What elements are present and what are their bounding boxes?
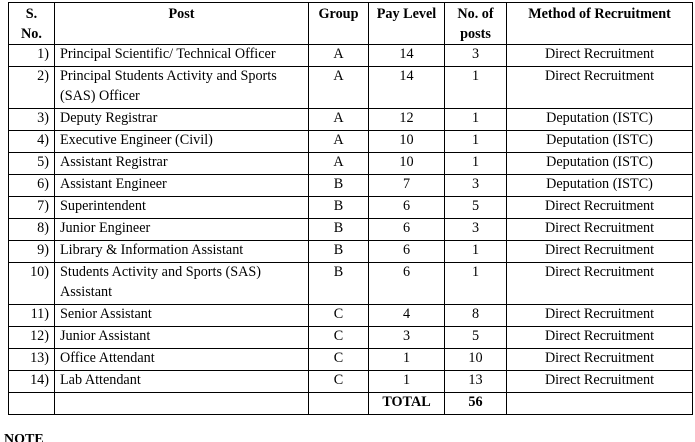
row-no-of-posts: 1 (445, 241, 507, 263)
note-heading: NOTE (4, 433, 44, 442)
row-sno: 4) (9, 131, 55, 153)
row-pay-level: 1 (369, 349, 445, 371)
row-post: Principal Scientific/ Technical Officer (55, 45, 309, 67)
row-post: Principal Students Activity and Sports (SAS) Officer (55, 67, 309, 109)
row-group: C (309, 371, 369, 393)
table-row (9, 175, 693, 197)
row-method: Direct Recruitment (507, 349, 693, 371)
row-group: A (309, 131, 369, 153)
table-row (9, 153, 693, 175)
row-no-of-posts: 3 (445, 219, 507, 241)
row-method: Direct Recruitment (507, 197, 693, 219)
row-pay-level: 3 (369, 327, 445, 349)
empty-cell (55, 393, 309, 415)
row-method: Deputation (ISTC) (507, 175, 693, 197)
row-pay-level: 14 (369, 67, 445, 109)
row-group: A (309, 153, 369, 175)
row-no-of-posts: 3 (445, 175, 507, 197)
total-value: 56 (445, 393, 507, 415)
row-pay-level: 6 (369, 241, 445, 263)
row-method: Direct Recruitment (507, 305, 693, 327)
row-pay-level: 1 (369, 371, 445, 393)
table-row (9, 349, 693, 371)
row-no-of-posts: 1 (445, 131, 507, 153)
header-no-of-posts: No. of posts (445, 3, 507, 45)
row-no-of-posts: 5 (445, 327, 507, 349)
row-pay-level: 12 (369, 109, 445, 131)
row-post: Lab Attendant (55, 371, 309, 393)
row-sno: 12) (9, 327, 55, 349)
table-row (9, 67, 693, 109)
row-method: Direct Recruitment (507, 327, 693, 349)
row-no-of-posts: 13 (445, 371, 507, 393)
row-method: Deputation (ISTC) (507, 153, 693, 175)
row-method: Deputation (ISTC) (507, 109, 693, 131)
row-no-of-posts: 10 (445, 349, 507, 371)
table-row (9, 241, 693, 263)
row-no-of-posts: 1 (445, 109, 507, 131)
row-group: C (309, 305, 369, 327)
row-pay-level: 10 (369, 153, 445, 175)
table-row (9, 219, 693, 241)
row-group: A (309, 109, 369, 131)
row-sno: 10) (9, 263, 55, 305)
header-post: Post (55, 3, 309, 45)
row-post: Students Activity and Sports (SAS) Assistant (55, 263, 309, 305)
row-post: Junior Assistant (55, 327, 309, 349)
row-sno: 5) (9, 153, 55, 175)
row-pay-level: 6 (369, 263, 445, 305)
table-row (9, 45, 693, 67)
row-sno: 6) (9, 175, 55, 197)
row-post: Superintendent (55, 197, 309, 219)
row-method: Direct Recruitment (507, 45, 693, 67)
row-pay-level: 6 (369, 219, 445, 241)
row-group: B (309, 175, 369, 197)
empty-cell (507, 393, 693, 415)
row-group: C (309, 327, 369, 349)
row-method: Direct Recruitment (507, 67, 693, 109)
row-no-of-posts: 8 (445, 305, 507, 327)
row-method: Direct Recruitment (507, 263, 693, 305)
header-sno: S. No. (9, 3, 55, 45)
row-sno: 14) (9, 371, 55, 393)
row-pay-level: 6 (369, 197, 445, 219)
row-post: Senior Assistant (55, 305, 309, 327)
row-sno: 9) (9, 241, 55, 263)
row-no-of-posts: 1 (445, 263, 507, 305)
row-post: Deputy Registrar (55, 109, 309, 131)
row-group: C (309, 349, 369, 371)
header-pay-level: Pay Level (369, 3, 445, 45)
row-pay-level: 7 (369, 175, 445, 197)
row-no-of-posts: 3 (445, 45, 507, 67)
row-sno: 1) (9, 45, 55, 67)
row-method: Deputation (ISTC) (507, 131, 693, 153)
row-post: Assistant Registrar (55, 153, 309, 175)
row-pay-level: 10 (369, 131, 445, 153)
total-label: TOTAL (369, 393, 445, 415)
empty-cell (309, 393, 369, 415)
table-row (9, 371, 693, 393)
table-row (9, 263, 693, 305)
row-sno: 8) (9, 219, 55, 241)
row-post: Library & Information Assistant (55, 241, 309, 263)
row-sno: 3) (9, 109, 55, 131)
table-row (9, 109, 693, 131)
row-no-of-posts: 1 (445, 153, 507, 175)
row-pay-level: 14 (369, 45, 445, 67)
row-group: A (309, 45, 369, 67)
empty-cell (9, 393, 55, 415)
row-group: B (309, 197, 369, 219)
header-method: Method of Recruitment (507, 3, 693, 45)
row-no-of-posts: 1 (445, 67, 507, 109)
row-post: Office Attendant (55, 349, 309, 371)
row-method: Direct Recruitment (507, 219, 693, 241)
row-method: Direct Recruitment (507, 241, 693, 263)
table-row (9, 131, 693, 153)
row-post: Assistant Engineer (55, 175, 309, 197)
total-row (9, 393, 693, 415)
row-no-of-posts: 5 (445, 197, 507, 219)
recruitment-table (8, 2, 693, 415)
header-row (9, 3, 693, 45)
row-group: A (309, 67, 369, 109)
table-row (9, 305, 693, 327)
table-row (9, 197, 693, 219)
row-sno: 11) (9, 305, 55, 327)
row-group: B (309, 263, 369, 305)
row-sno: 13) (9, 349, 55, 371)
row-sno: 2) (9, 67, 55, 109)
row-method: Direct Recruitment (507, 371, 693, 393)
row-group: B (309, 241, 369, 263)
header-group: Group (309, 3, 369, 45)
row-sno: 7) (9, 197, 55, 219)
table-row (9, 327, 693, 349)
row-post: Executive Engineer (Civil) (55, 131, 309, 153)
row-post: Junior Engineer (55, 219, 309, 241)
row-group: B (309, 219, 369, 241)
row-pay-level: 4 (369, 305, 445, 327)
